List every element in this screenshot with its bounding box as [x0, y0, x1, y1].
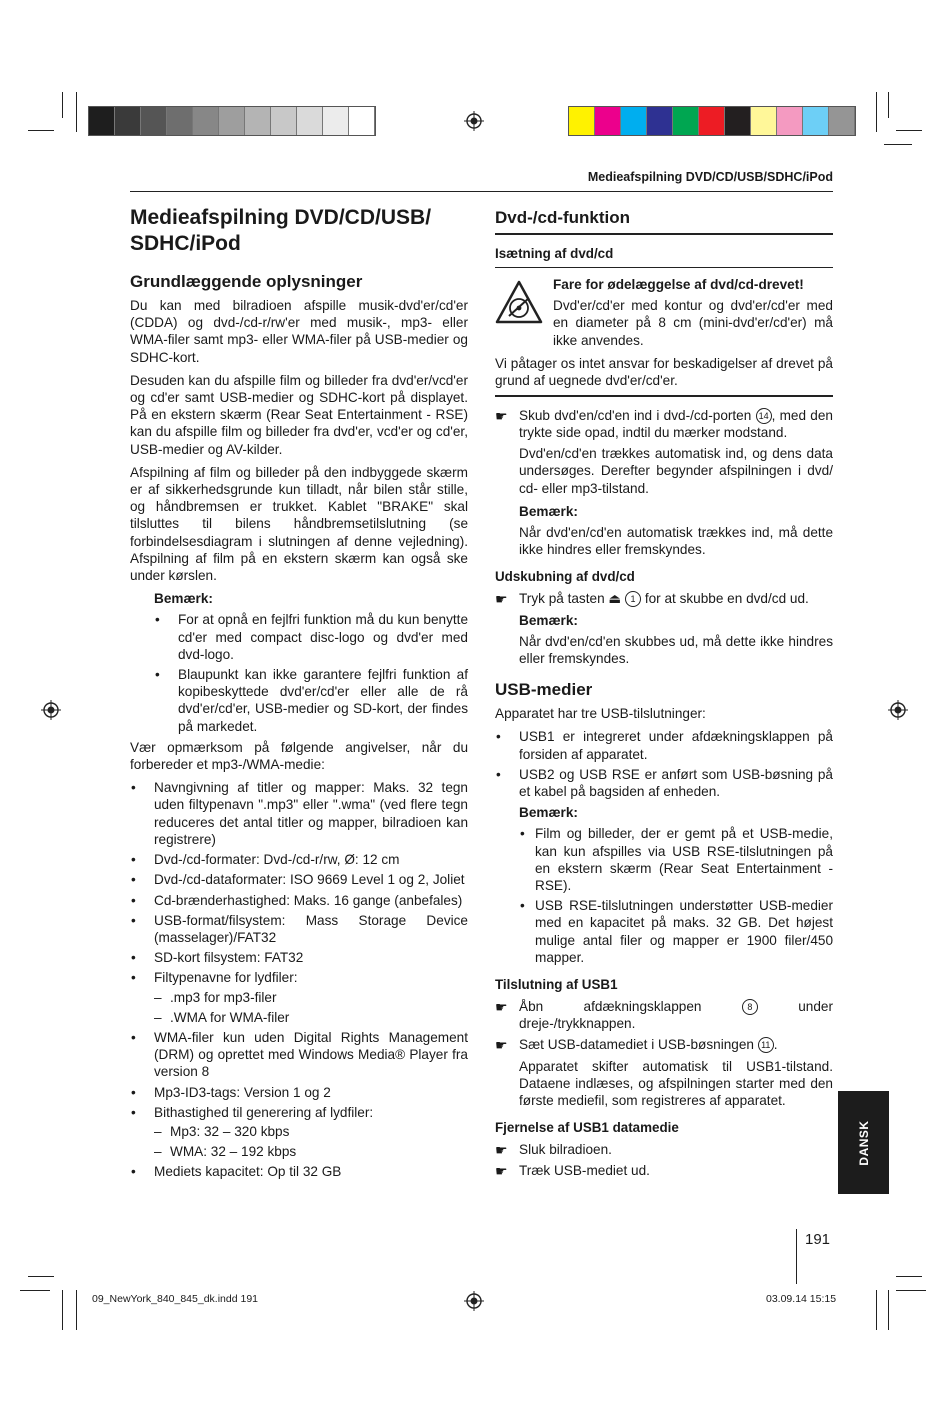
section-rule: [495, 395, 833, 397]
eject-icon: ⏏: [608, 591, 622, 607]
crop-mark: [876, 1290, 877, 1330]
section-heading-usb: USB-medier: [495, 680, 593, 700]
step-text: .: [773, 1037, 778, 1053]
warning-text: Dvd'er/cd'er med kontur og dvd'er/cd'er med en diameter på 8 cm (mini-dvd'er/cd'er) må ikke anvendes.: [553, 298, 833, 348]
subheading-eject: Udskubning af dvd/cd: [495, 569, 635, 585]
grayscale-color-bar: [88, 106, 376, 136]
paragraph: Dvd'en/cd'en trækkes automatisk ind, og dens data undersøges. Derefter begynder afspilningen i dvd/ cd- eller mp3-tilstand.: [519, 446, 833, 496]
instruction-step: [495, 1036, 833, 1053]
note-text: Når dvd'en/cd'en automatisk trækkes ind, må dette ikke hindres eller fremskyndes.: [519, 524, 833, 558]
process-color-bar: [568, 106, 856, 136]
crop-mark: [888, 92, 889, 118]
list-item: • SD-kort filsystem: FAT32: [130, 949, 468, 966]
callout-number: 14: [756, 408, 772, 424]
list-item: • Film og billeder, der er gemt på et USB-medie, kan kun afspilles via USB RSE-tilslutningen på en ekstern skærm (Rear Seat Entertainment - RSE).: [519, 825, 833, 894]
color-swatch: [829, 107, 855, 135]
note-text: Når dvd'en/cd'en skubbes ud, må dette ikke hindres eller fremskyndes.: [519, 633, 833, 666]
crop-mark: [888, 1290, 889, 1330]
page-title: Medieafspilning DVD/CD/USB/ SDHC/iPod: [130, 206, 432, 255]
pointing-hand-icon: ☛: [495, 591, 508, 608]
crop-mark: [62, 92, 63, 118]
paragraph: Du kan med bilradioen afspille musik-dvd'er/cd'er (CDDA) og dvd-/cd-r/rw'er med musik-, mp3- eller WMA-filer samt mp3- eller WMA-filer på USB-medier og SDHC-kort.: [130, 298, 468, 365]
crop-mark: [28, 1276, 54, 1277]
step-text: Sluk bilradioen.: [519, 1142, 612, 1158]
section-rule: [495, 267, 833, 269]
callout-number: 8: [742, 999, 758, 1015]
step-text: Tryk på tasten: [519, 591, 605, 607]
list-item: • USB2 og USB RSE er anført som USB-bøsning på et kabel på bagsiden af enheden.: [495, 766, 833, 800]
step-detail: [495, 612, 833, 668]
sub-list-item: – .mp3 for mp3-filer: [154, 989, 468, 1006]
warning-title: Fare for ødelæggelse af dvd/cd-drevet!: [553, 277, 804, 292]
sub-list-item: – .WMA for WMA-filer: [154, 1009, 468, 1026]
step-text: for at skubbe en dvd/cd ud.: [644, 591, 809, 607]
crop-mark: [76, 1290, 77, 1330]
color-swatch: [699, 107, 725, 135]
language-tab-label: DANSK: [856, 1119, 871, 1166]
list-item: • Mp3-ID3-tags: Version 1 og 2: [130, 1084, 468, 1101]
spec-list: [130, 779, 468, 1180]
list-item: • USB RSE-tilslutningen understøtter USB-medier med en kapacitet på maks. 32 GB. Det højest mulige antal filer og mapper er 1900 filer/450 mapper.: [519, 897, 833, 966]
left-column: [130, 205, 468, 1185]
note-list: [519, 825, 833, 966]
color-swatch: [725, 107, 751, 135]
note-block: [495, 804, 833, 966]
crop-mark: [76, 92, 77, 132]
list-item: [130, 969, 468, 1026]
callout-number: 1: [625, 591, 641, 607]
crop-mark: [62, 1290, 63, 1330]
step-text: Træk USB-mediet ud.: [519, 1163, 650, 1179]
warning-box: [495, 276, 833, 349]
footer-file-info: 09_NewYork_840_845_dk.indd 191: [92, 1293, 259, 1305]
paragraph: Vi påtager os intet ansvar for beskadigelser af drevet på grund af uegnede dvd'er/cd'er.: [495, 355, 833, 389]
color-swatch: [647, 107, 673, 135]
step-detail: [495, 445, 833, 558]
step-text: Åbn afdækningsklappen: [519, 999, 702, 1014]
note-block: [130, 590, 468, 735]
section-heading-basics: Grundlæggende oplysninger: [130, 272, 363, 291]
pointing-hand-icon: ☛: [495, 407, 508, 424]
registration-mark-icon: [464, 111, 484, 131]
color-swatch: [349, 107, 375, 135]
step-text: under dreje-/trykknappen.: [519, 999, 833, 1032]
color-swatch: [595, 107, 621, 135]
color-swatch: [271, 107, 297, 135]
crop-mark: [896, 130, 922, 131]
note-list: [154, 611, 468, 734]
crop-mark: [20, 1290, 50, 1291]
section-heading-dvd: Dvd-/cd-funktion: [495, 208, 631, 227]
list-item: • Dvd-/cd-formater: Dvd-/cd-r/rw, Ø: 12 cm: [130, 851, 468, 868]
color-swatch: [323, 107, 349, 135]
registration-mark-icon: [41, 700, 61, 720]
paragraph: Vær opmærksom på følgende angivelser, når du forbereder et mp3-/WMA-medie:: [130, 739, 468, 773]
page-number: 191: [805, 1231, 831, 1248]
warning-disc-drive-icon: [495, 280, 543, 324]
color-swatch: [673, 107, 699, 135]
color-swatch: [297, 107, 323, 135]
pointing-hand-icon: ☛: [495, 1037, 508, 1054]
step-text: Skub dvd'en/cd'en ind i dvd-/cd-porten: [519, 407, 752, 423]
list-item: • Blaupunkt kan ikke garantere fejlfri funktion af kopibeskyttede dvd'er/cd'er eller alle de rå dvd'er/cd'er, USB-medier og SD-kort, der findes på markedet.: [154, 666, 468, 735]
color-swatch: [803, 107, 829, 135]
section-rule: [495, 233, 833, 235]
list-item: • For at opnå en fejlfri funktion må du kun benytte cd'er med compact disc-logo og dvd'er med dvd-logo.: [154, 611, 468, 663]
color-swatch: [219, 107, 245, 135]
subheading-connect: Tilslutning af USB1: [495, 977, 618, 992]
crop-mark: [28, 130, 54, 131]
sub-list: [154, 1123, 468, 1160]
list-item: • Dvd-/cd-dataformater: ISO 9669 Level 1 og 2, Joliet: [130, 871, 468, 888]
paragraph: Afspilning af film og billeder på den indbyggede skærm er af sikkerhedsgrunde kun tilladt, når bilen står stille, og håndbremsen er trukket. Kablet "BRAKE" skal tilsluttes til bilens håndbremsetilslutning (se forbindelsesdiagram i slutningen af denne vejledning). Afspilning af film på en ekstern skærm kan også ske under kørslen.: [130, 464, 468, 584]
pointing-hand-icon: ☛: [495, 1163, 508, 1180]
pointing-hand-icon: ☛: [495, 999, 508, 1015]
list-item-text: Filtypenavne for lydfiler:: [154, 970, 298, 986]
paragraph: Desuden kan du afspille film og billeder fra dvd'er/vcd'er og cd'er samt USB-medier og SDHC-kort på displayet. På en ekstern skærm (Rear Seat Entertainment - RSE) kan du afspille film og billeder fra dvd'er, vcd'er og cd'er, USB-medier og AV-kilder.: [130, 372, 468, 457]
color-swatch: [89, 107, 115, 135]
list-item-text: Bithastighed til generering af lydfiler:: [154, 1104, 374, 1120]
usb-port-list: [495, 728, 833, 800]
callout-number: 11: [758, 1037, 774, 1053]
crop-mark: [876, 92, 877, 132]
header-rule: [130, 191, 833, 192]
pointing-hand-icon: ☛: [495, 1142, 508, 1159]
instruction-step: [495, 407, 833, 441]
subheading-insert: Isætning af dvd/cd: [495, 245, 614, 261]
color-swatch: [621, 107, 647, 135]
sub-list-item: – Mp3: 32 – 320 kbps: [154, 1123, 468, 1140]
color-swatch: [115, 107, 141, 135]
step-text: , med den trykte side opad, indtil du mærker modstand.: [519, 407, 833, 440]
sub-list: [154, 989, 468, 1026]
list-item: • USB-format/filsystem: Mass Storage Device (masselager)/FAT32: [130, 912, 468, 946]
step-detail: [495, 1058, 833, 1110]
crop-mark: [884, 144, 912, 145]
color-swatch: [245, 107, 271, 135]
running-header: Medieafspilning DVD/CD/USB/SDHC/iPod: [587, 170, 833, 184]
instruction-step: [495, 590, 833, 607]
step-text: Sæt USB-datamediet i USB-bøsningen: [519, 1037, 754, 1053]
color-swatch: [751, 107, 777, 135]
note-label: Bemærk:: [519, 805, 578, 821]
instruction-step: [495, 998, 833, 1032]
note-label: Bemærk:: [154, 591, 213, 607]
paragraph: Apparatet har tre USB-tilslutninger:: [495, 706, 706, 722]
instruction-step: [495, 1162, 833, 1179]
list-item: • Cd-brænderhastighed: Maks. 16 gange (anbefales): [130, 892, 468, 909]
registration-mark-icon: [888, 700, 908, 720]
page-number-rule: [796, 1229, 797, 1284]
list-item: • WMA-filer kun uden Digital Rights Management (DRM) og oprettet med Windows Media® Player fra version 8: [130, 1029, 468, 1081]
color-swatch: [193, 107, 219, 135]
color-swatch: [141, 107, 167, 135]
list-item: • USB1 er integreret under afdækningsklappen på forsiden af apparatet.: [495, 728, 833, 762]
crop-mark: [896, 1276, 922, 1277]
list-item: • Mediets kapacitet: Op til 32 GB: [130, 1163, 468, 1180]
footer-date: 03.09.14 15:15: [766, 1293, 837, 1305]
note-label: Bemærk:: [519, 503, 578, 519]
instruction-step: [495, 1141, 833, 1158]
color-swatch: [777, 107, 803, 135]
note-label: Bemærk:: [519, 612, 578, 628]
right-column: [495, 207, 833, 1184]
language-tab: [838, 1091, 889, 1194]
crop-mark: [896, 1290, 926, 1291]
list-item: • Navngivning af titler og mapper: Maks. 32 tegn uden filtypenavn ".mp3" eller ".wma" (ved flere tegn reduceres det antal titler og mapper, bilradioen kan registrere): [130, 779, 468, 848]
color-swatch: [167, 107, 193, 135]
paragraph: Apparatet skifter automatisk til USB1-tilstand. Dataene indlæses, og afspilningen starter med den første mediefil, som registreres af apparatet.: [519, 1058, 833, 1109]
registration-mark-icon: [464, 1291, 484, 1311]
color-swatch: [569, 107, 595, 135]
list-item: [130, 1104, 468, 1161]
sub-list-item: – WMA: 32 – 192 kbps: [154, 1143, 468, 1160]
subheading-remove: Fjernelse af USB1 datamedie: [495, 1120, 679, 1136]
